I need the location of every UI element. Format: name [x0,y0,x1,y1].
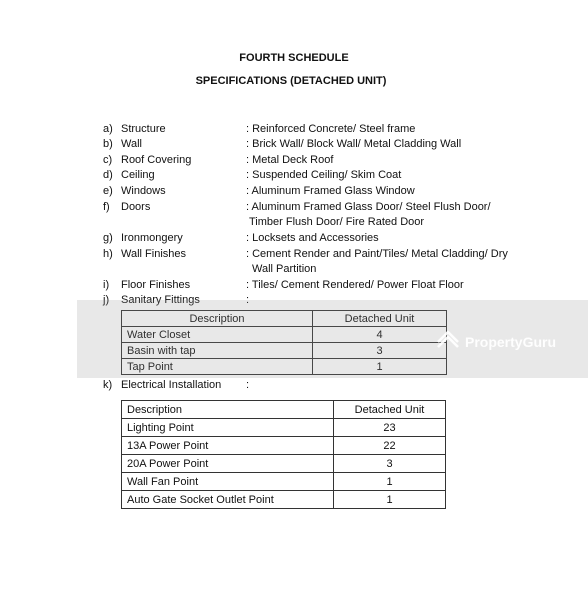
watermark-text: PropertyGuru [465,333,557,350]
cell-unit: 3 [334,455,446,473]
cell-description: 20A Power Point [122,455,334,473]
watermark [435,327,556,356]
spec-label: Structure [121,123,166,135]
cell-description: 13A Power Point [122,437,334,455]
spec-value: : Locksets and Accessories [246,232,379,244]
spec-value: : Metal Deck Roof [246,154,334,166]
electrical-installation-table [121,400,446,509]
spec-label: Doors [121,201,151,213]
cell-description: Lighting Point [122,419,334,437]
cell-unit: 3 [313,343,447,359]
table-row [122,473,446,491]
column-header-unit: Detached Unit [313,311,447,327]
cell-unit: 4 [313,327,447,343]
spec-value: : Brick Wall/ Block Wall/ Metal Cladding Wall [246,138,462,150]
cell-unit: 23 [334,419,446,437]
spec-value [246,200,526,230]
spec-value: : Reinforced Concrete/ Steel frame [246,123,416,135]
spec-label: Roof Covering [121,154,192,166]
spec-label: Sanitary Fittings [121,294,200,306]
cell-description: Water Closet [122,327,313,343]
spec-value-line: : Cement Render and Paint/Tiles/ Metal Cladding/ Dry [246,248,508,260]
spec-value: : Tiles/ Cement Rendered/ Power Float Floor [246,279,464,291]
spec-value [246,247,526,277]
column-header-description: Description [122,311,313,327]
spec-label: Ironmongery [121,232,183,244]
table-header-row [122,401,446,419]
spec-value-line: : Aluminum Framed Glass Door/ Steel Flush Door/ [246,201,491,213]
spec-letter: k) [103,379,113,391]
spec-letter: e) [103,185,113,197]
spec-label: Windows [121,185,166,197]
spec-value-continuation: Wall Partition [252,263,317,275]
propertyguru-logo-icon [435,327,461,356]
column-header-unit: Detached Unit [334,401,446,419]
table-row [122,437,446,455]
cell-unit: 1 [334,473,446,491]
spec-letter: b) [103,138,113,150]
column-header-description: Description [122,401,334,419]
spec-label: Electrical Installation [121,379,222,391]
table-row [122,419,446,437]
page-title: FOURTH SCHEDULE [239,52,349,64]
cell-unit: 1 [334,491,446,509]
spec-value: : [246,294,250,306]
spec-value: : Suspended Ceiling/ Skim Coat [246,169,402,181]
spec-letter: j) [103,294,110,306]
spec-letter: a) [103,123,113,135]
spec-value: : [246,379,250,391]
cell-description: Basin with tap [122,343,313,359]
page-subtitle: SPECIFICATIONS (DETACHED UNIT) [195,75,387,87]
cell-description: Auto Gate Socket Outlet Point [122,491,334,509]
spec-letter: c) [103,154,113,166]
spec-letter: f) [103,201,110,213]
cell-description: Tap Point [122,359,313,375]
table-row [122,455,446,473]
cell-description: Wall Fan Point [122,473,334,491]
cell-unit: 22 [334,437,446,455]
spec-letter: g) [103,232,113,244]
spec-label: Wall [121,138,142,150]
spec-letter: d) [103,169,113,181]
spec-letter: i) [103,279,110,291]
spec-label: Wall Finishes [121,248,186,260]
spec-label: Floor Finishes [121,279,191,291]
cell-unit: 1 [313,359,447,375]
table-row [122,491,446,509]
spec-label: Ceiling [121,169,155,181]
spec-value: : Aluminum Framed Glass Window [246,185,415,197]
spec-value-continuation: Timber Flush Door/ Fire Rated Door [249,216,425,228]
spec-letter: h) [103,248,113,260]
